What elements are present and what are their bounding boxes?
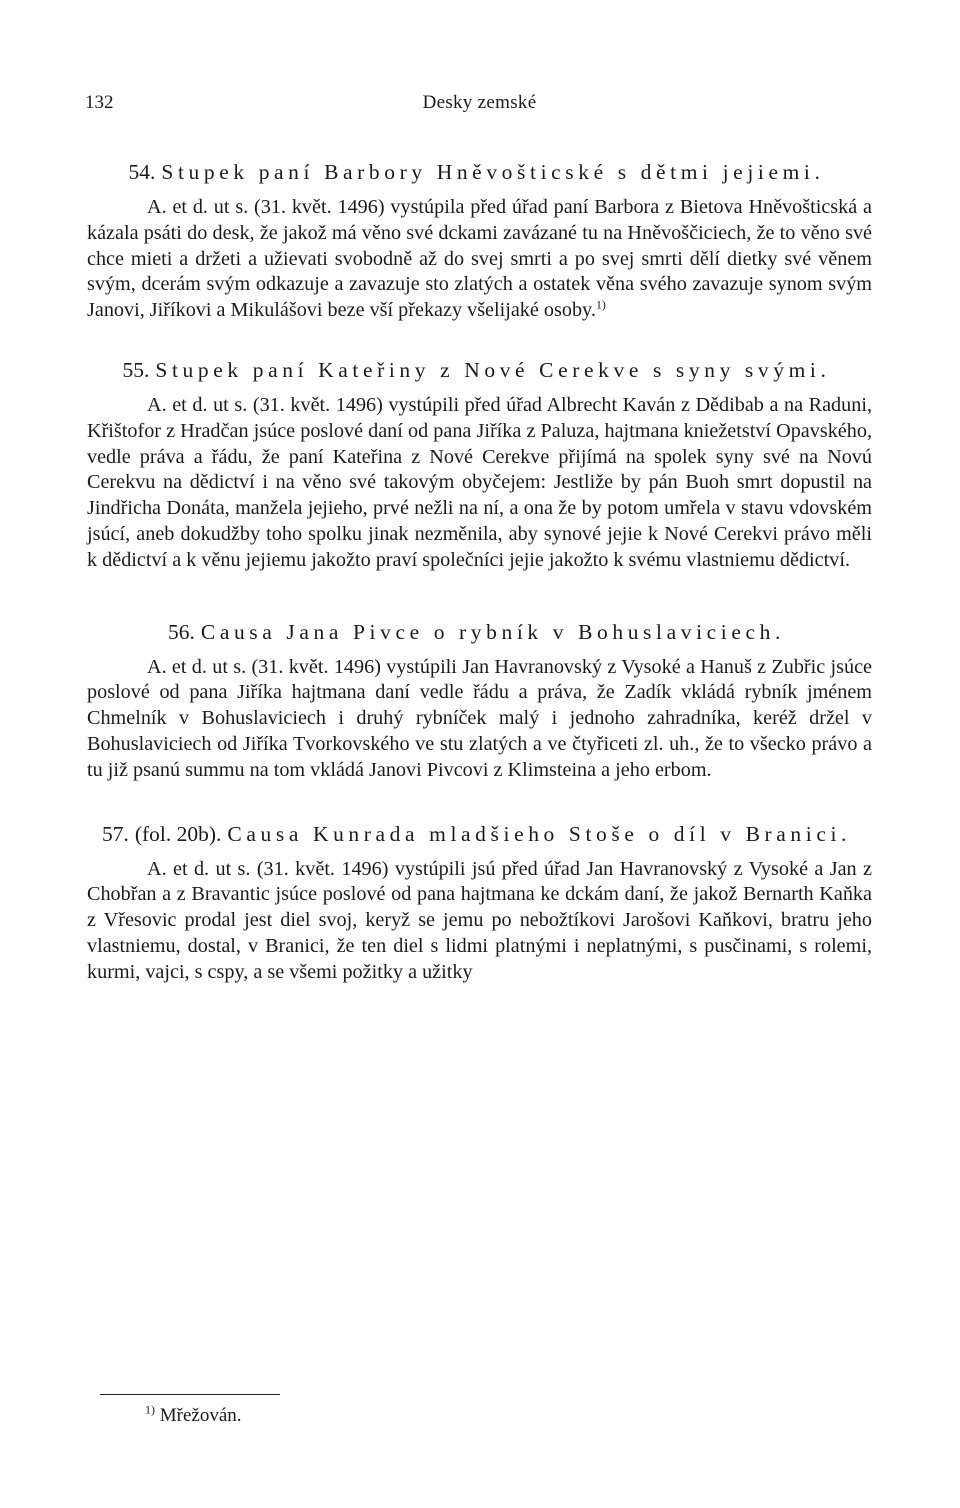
entry-number: 57. [101,821,129,846]
folio-reference: (fol. 20b). [134,821,222,846]
entry-title: Stupek paní Barbory Hněvošticské s dětmi jejiemi. [161,160,825,184]
entry-54 [87,160,872,324]
footnote-divider [100,1394,280,1395]
entry-text: A. et d. ut s. (31. květ. 1496) vystúpili jsú před úřad Jan Havranovský z Vysoké a Jan z Chobřan a z Bravantic jsúce poslové od pana hajtmana ke dckám daní, že jakož Bernarth Kaňka z Vřesovic prodal jest diel svoj, keryž se jemu po nebožtíkovi Jarošovi Kaňkovi, bratru jeho vlastniemu, dostal, v Branici, že ten diel s lidmi platnými i neplatnými, s pusčinami, s rolemi, kurmi, vajci, s cspy, a se všemi požitky a užitky [87,857,872,983]
entry-number: 54. [128,160,156,184]
footnote-mark: 1) [145,1402,155,1417]
entry-55 [87,358,872,574]
entry-number: 56. [168,619,195,644]
entry-heading [87,160,872,185]
entry-body [87,655,872,784]
entry-title: Causa Kunrada mladšieho Stoše o díl v Branici. [227,821,852,846]
entry-heading [87,822,872,847]
entry-56 [87,620,872,784]
entry-title: Stupek paní Kateřiny z Nové Cerekve s syny svými. [155,357,831,382]
entry-number: 55. [122,357,150,382]
entry-title: Causa Jana Pivce o rybník v Bohuslaviciech. [200,619,785,644]
entry-heading [87,358,872,383]
entry-heading [87,620,872,645]
footnote-text: Mřežován. [159,1405,242,1426]
entry-body [87,857,872,986]
page-number: 132 [85,92,114,113]
page [87,92,872,986]
entry-57 [87,822,872,986]
entry-body [87,195,872,324]
entry-body [87,393,872,574]
running-head [87,92,872,122]
entry-text: A. et d. ut s. (31. květ. 1496) vystúpili Jan Havranovský z Vysoké a Hanuš z Zubřic jsúce poslové od pana Jiříka hajtmana daní vedle řádu a práva, že Zadík vkládá rybník jménem Chmelník v Bohuslaviciech i druhý rybníček malý i jednoho zahradníka, keréž držel v Bohuslaviciech od Jiříka Tvorkovského ve stu zlatých a ve čtyřiceti zl. uh., že to všecko právo a tu již psanú summu na tom vkládá Janovi Pivcovi z Klimsteina a jeho erbom. [87,655,872,781]
running-title: Desky zemské [422,92,537,113]
entry-text: A. et d. ut s. (31. květ. 1496) vystúpila před úřad paní Barbora z Bietova Hněvošticská a kázala psáti do desk, že jakož má věno své dckami zavázané tu na Hněvoščiciech, že to věno své chce mieti a držeti a užievati svobodně až do svej smrti a po svej smrti dělí dietky své věnem svým, dcerám svým odkazuje a zavazuje sto zlatých a ostatek věna svého zavazuje synom svým Janovi, Jiříkovi a Mikulášovi beze vší překazy všelijaké osoby. [87,196,872,322]
entry-text: A. et d. ut s. (31. květ. 1496) vystúpili před úřad Albrecht Kaván z Dědibab a na Raduni, Křištofor z Hradčan jsúce poslové daní od pana Jiříka z Paluza, hajtmana kniežetství Opavského, vedle práva a řádu, že paní Kateřina z Nové Cerekve přijímá na spolek syny své na Novú Cerekvu na dědictví i na věno své takovým obyčejem: Jestliže by pán Buoh smrt dopustil na Jindřicha Donáta, manžela jejieho, prvé nežli na ní, a ona že by potom umřela v stavu vdovském jsúcí, aneb dokudžby toho spolku jinak nezměnila, aby synové jejie k Nové Cerekvi právo měli k dědictví a k věnu jejiemu jakožto praví společníci jejie jakožto k svému vlastniemu dědictví. [87,393,872,571]
footnote [145,1404,242,1428]
footnote-reference: 1) [595,297,606,312]
